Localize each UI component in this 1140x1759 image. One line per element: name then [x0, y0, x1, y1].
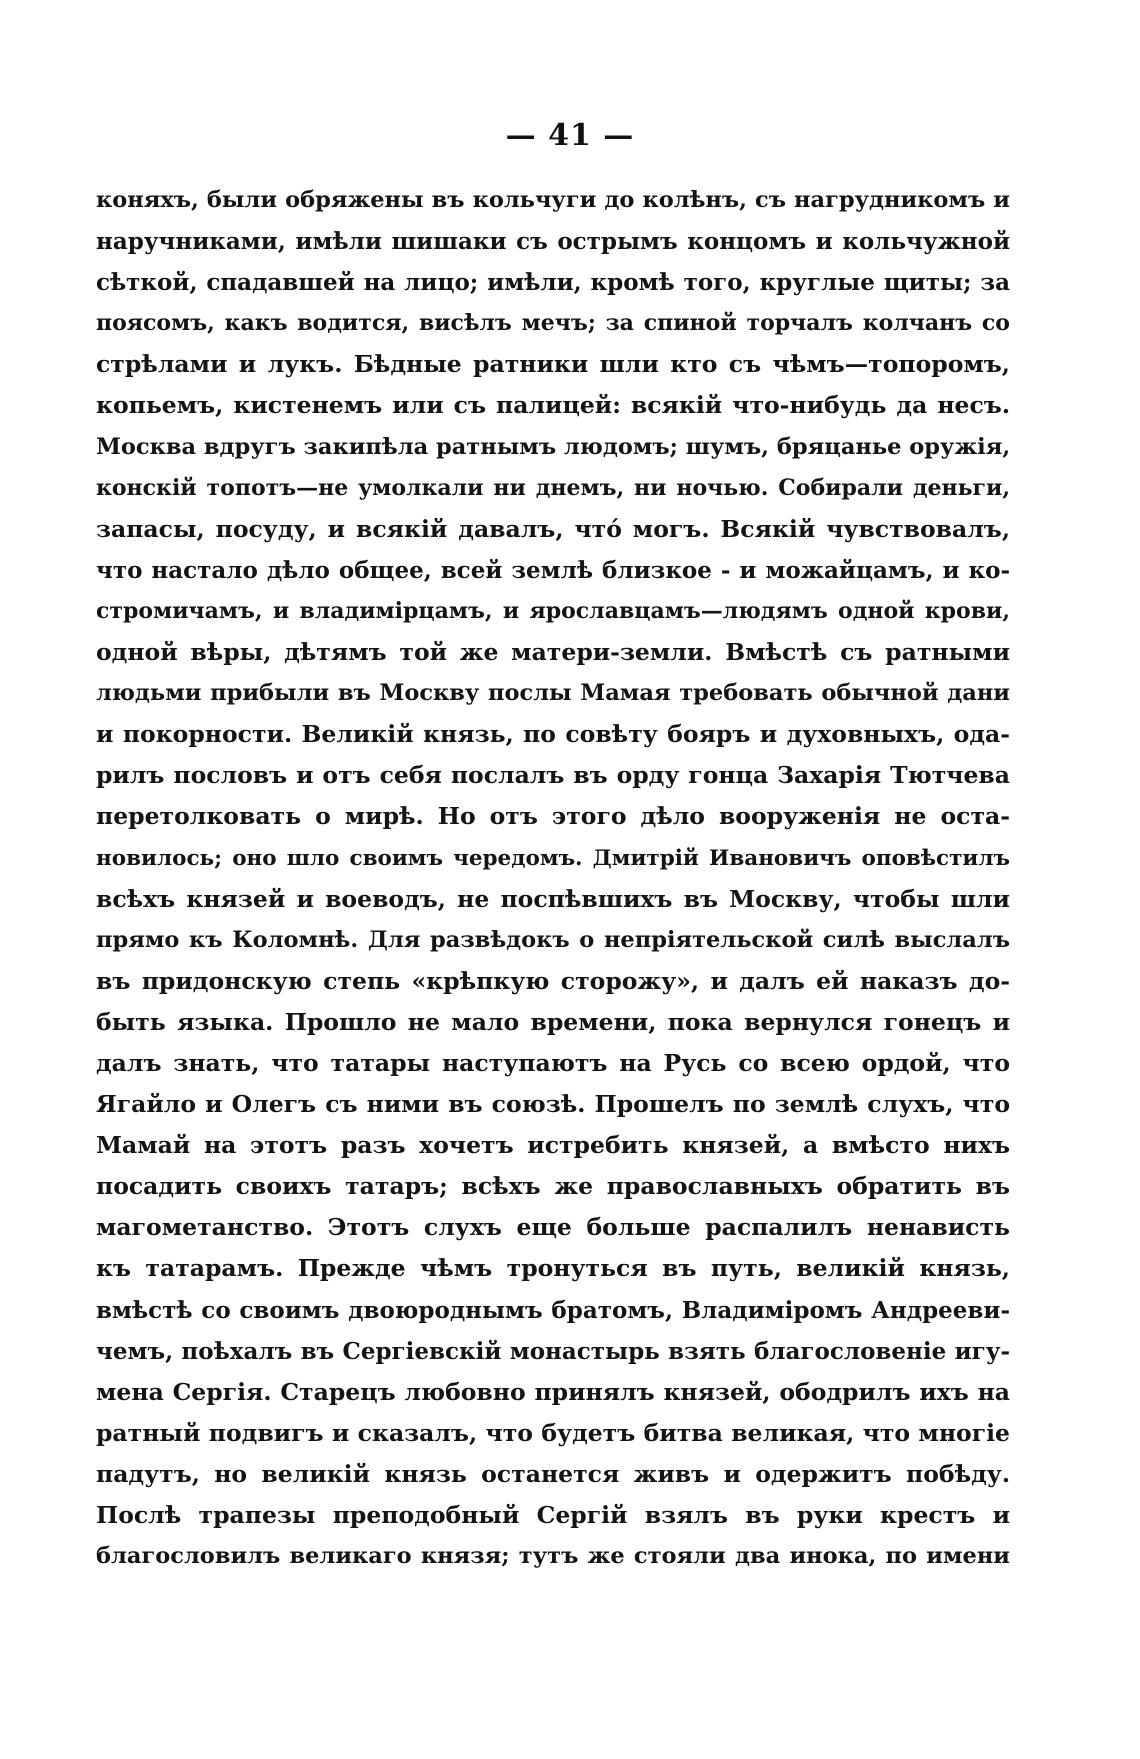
- body-text: [96, 180, 1010, 1577]
- text-line: запасы, посуду, и всякій давалъ, что́ могъ. Всякій чувствовалъ,: [96, 514, 1010, 543]
- text-line: вмѣстѣ со своимъ двоюроднымъ братомъ, Владиміромъ Андрееви-: [96, 1296, 1010, 1324]
- text-line: стрѣлами и лукъ. Бѣдные ратники шли кто съ чѣмъ—топоромъ,: [96, 350, 1010, 379]
- text-line: коняхъ, были обряжены въ кольчуги до колѣнъ, съ нагрудникомъ и: [96, 187, 1010, 213]
- page-number: — 41 —: [505, 118, 635, 153]
- text-line: быть языка. Прошло не мало времени, пока вернулся гонецъ и: [96, 1007, 1010, 1036]
- text-line: стромичамъ, и владимірцамъ, и ярославцамъ—людямъ одной крови,: [96, 597, 1010, 624]
- text-line: посадить своихъ татаръ; всѣхъ же православныхъ обратить въ: [96, 1172, 1010, 1201]
- text-line: въ придонскую степь «крѣпкую сторожу», и далъ ей наказъ до-: [96, 966, 1010, 995]
- text-line: благословилъ великаго князя; тутъ же стояли два инока, по имени: [96, 1543, 1010, 1570]
- text-line: Москва вдругъ закипѣла ратнымъ людомъ; шумъ, бряцанье оружія,: [96, 433, 1011, 460]
- text-line: магометанство. Этотъ слухъ еще больше распалилъ ненависть: [96, 1213, 1010, 1242]
- text-line: рилъ пословъ и отъ себя послалъ въ орду гонца Захарія Тютчева: [96, 761, 1010, 790]
- text-line: перетолковать о мирѣ. Но отъ этого дѣло вооруженія не оста-: [96, 802, 1010, 831]
- text-line: чемъ, поѣхалъ въ Сергіевскій монастырь взять благословеніе игу-: [96, 1337, 1010, 1365]
- text-line: одной вѣры, дѣтямъ той же матери-земли. Вмѣстѣ съ ратными: [96, 638, 1010, 667]
- text-line: что настало дѣло общее, всей землѣ близкое - и можайцамъ, и ко-: [96, 556, 1010, 584]
- text-line: прямо къ Коломнѣ. Для развѣдокъ о непріятельской силѣ выслалъ: [96, 926, 1010, 953]
- text-line: Послѣ трапезы преподобный Сергій взялъ въ руки крестъ и: [96, 1501, 1010, 1529]
- text-line: людьми прибыли въ Москву послы Мамая требовать обычной дани: [96, 680, 1010, 707]
- text-line: Мамай на этотъ разъ хочетъ истребить князей, а вмѣсто нихъ: [96, 1131, 1010, 1160]
- text-line: наручниками, имѣли шишаки съ острымъ концомъ и кольчужной: [96, 228, 1010, 256]
- text-line: сѣткой, спадавшей на лицо; имѣли, кромѣ того, круглые щиты; за: [96, 269, 1010, 297]
- text-line: къ татарамъ. Прежде чѣмъ тронуться въ путь, великій князь,: [96, 1254, 1010, 1283]
- text-line: ратный подвигъ и сказалъ, что будетъ битва великая, что многіе: [96, 1418, 1010, 1447]
- text-line: поясомъ, какъ водится, висѣлъ мечъ; за спиной торчалъ колчанъ со: [96, 310, 1010, 337]
- text-line: всѣхъ князей и воеводъ, не поспѣвшихъ въ Москву, чтобы шли: [96, 884, 1010, 913]
- text-line: далъ знать, что татары наступаютъ на Русь со всею ордой, что: [96, 1048, 1010, 1077]
- text-line: мена Сергія. Старецъ любовно принялъ князей, ободрилъ ихъ на: [96, 1377, 1010, 1406]
- text-line: падутъ, но великій князь останется живъ и одержитъ побѣду.: [96, 1459, 1010, 1488]
- text-line: и покорности. Великій князь, по совѣту бояръ и духовныхъ, ода-: [96, 720, 1010, 749]
- text-line: Ягайло и Олегъ съ ними въ союзѣ. Прошелъ по землѣ слухъ, что: [96, 1090, 1010, 1119]
- text-line: копьемъ, кистенемъ или съ палицей: всякій что-нибудь да несъ.: [96, 391, 1010, 420]
- text-line: конскій топотъ—не умолкали ни днемъ, ни ночью. Собирали деньги,: [96, 474, 1010, 501]
- text-line: новилось; оно шло своимъ чередомъ. Дмитрій Ивановичъ оповѣстилъ: [96, 845, 1010, 871]
